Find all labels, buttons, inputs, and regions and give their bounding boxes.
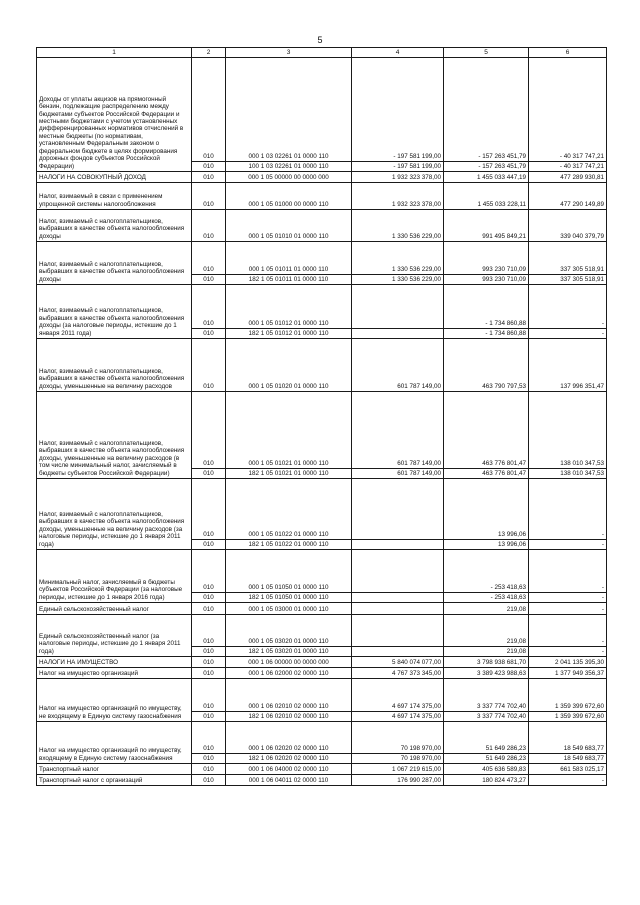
- row-code-cell: 010: [192, 657, 226, 668]
- row-code-cell: 010: [192, 469, 226, 479]
- row-code-cell: 010: [192, 647, 226, 657]
- table-row: [37, 242, 607, 275]
- row-code-cell: 010: [192, 722, 226, 754]
- row-remaining-cell: 661 583 025,17: [529, 764, 607, 775]
- row-kbk-cell: 182 1 05 01050 01 0000 110: [226, 593, 352, 603]
- row-kbk-cell: 182 1 05 01022 01 0000 110: [226, 540, 352, 550]
- row-executed-cell: - 157 263 451,79: [444, 162, 529, 172]
- row-executed-cell: - 253 418,63: [444, 550, 529, 593]
- row-kbk-cell: 182 1 05 01021 01 0000 110: [226, 469, 352, 479]
- row-name-cell: Единый сельскохозяйственный налог (за налоговые периоды, истекшие до 1 января 2011 года): [37, 615, 192, 657]
- table-row: [37, 210, 607, 242]
- row-kbk-cell: 000 1 05 01021 01 0000 110: [226, 392, 352, 469]
- table-row: [37, 764, 607, 775]
- row-kbk-cell: 182 1 06 02010 02 0000 110: [226, 712, 352, 722]
- row-remaining-cell: -: [529, 775, 607, 786]
- row-plan-cell: [352, 603, 444, 615]
- row-plan-cell: 1 067 219 615,00: [352, 764, 444, 775]
- row-code-cell: 010: [192, 540, 226, 550]
- table-row: [37, 775, 607, 786]
- row-remaining-cell: -: [529, 540, 607, 550]
- row-plan-cell: 1 932 323 378,00: [352, 172, 444, 183]
- row-name-cell: Единый сельскохозяйственный налог: [37, 603, 192, 615]
- row-name-cell: Налог на имущество организаций по имуществу, входящему в Единую систему газоснабжения: [37, 722, 192, 764]
- row-remaining-cell: 1 359 399 672,60: [529, 712, 607, 722]
- row-remaining-cell: 138 010 347,53: [529, 469, 607, 479]
- row-plan-cell: 1 330 536 229,00: [352, 210, 444, 242]
- row-remaining-cell: -: [529, 329, 607, 339]
- column-header: 4: [352, 48, 444, 58]
- row-code-cell: 010: [192, 210, 226, 242]
- row-name-cell: Минимальный налог, зачисляемый в бюджеты субъектов Российской Федерации (за налоговые периоды, истекшие до 1 января 2016 года): [37, 550, 192, 603]
- row-plan-cell: 601 787 149,00: [352, 469, 444, 479]
- row-code-cell: 010: [192, 275, 226, 285]
- row-executed-cell: 3 798 938 681,70: [444, 657, 529, 668]
- table-row: [37, 615, 607, 647]
- row-executed-cell: - 1 734 860,88: [444, 329, 529, 339]
- row-code-cell: 010: [192, 550, 226, 593]
- row-code-cell: 010: [192, 764, 226, 775]
- row-remaining-cell: 477 289 930,81: [529, 172, 607, 183]
- row-code-cell: 010: [192, 183, 226, 210]
- row-plan-cell: 5 840 074 077,00: [352, 657, 444, 668]
- row-executed-cell: 3 337 774 702,40: [444, 679, 529, 712]
- row-name-cell: Налог, взимаемый с налогоплательщиков, выбравших в качестве объекта налогообложения доходы: [37, 242, 192, 285]
- row-executed-cell: 463 776 801,47: [444, 392, 529, 469]
- row-kbk-cell: 000 1 05 03000 01 0000 110: [226, 603, 352, 615]
- column-header: 5: [444, 48, 529, 58]
- column-header: 3: [226, 48, 352, 58]
- row-kbk-cell: 182 1 05 03020 01 0000 110: [226, 647, 352, 657]
- row-kbk-cell: 182 1 06 02020 02 0000 110: [226, 754, 352, 764]
- row-kbk-cell: 000 1 06 00000 00 0000 000: [226, 657, 352, 668]
- row-code-cell: 010: [192, 712, 226, 722]
- row-executed-cell: - 253 418,63: [444, 593, 529, 603]
- row-plan-cell: [352, 550, 444, 593]
- row-name-cell: Налог, взимаемый с налогоплательщиков, выбравших в качестве объекта налогообложения доходы (за налоговые периоды, истекшие до 1 января 2011 года): [37, 285, 192, 339]
- row-plan-cell: [352, 479, 444, 540]
- row-remaining-cell: -: [529, 285, 607, 329]
- row-kbk-cell: 000 1 06 02010 02 0000 110: [226, 679, 352, 712]
- row-plan-cell: [352, 615, 444, 647]
- row-plan-cell: [352, 647, 444, 657]
- row-name-cell: Транспортный налог с организаций: [37, 775, 192, 786]
- row-executed-cell: 219,08: [444, 615, 529, 647]
- row-kbk-cell: 000 1 06 02020 02 0000 110: [226, 722, 352, 754]
- row-executed-cell: 993 230 710,09: [444, 275, 529, 285]
- row-kbk-cell: 000 1 05 03020 01 0000 110: [226, 615, 352, 647]
- row-remaining-cell: 18 549 683,77: [529, 754, 607, 764]
- row-remaining-cell: 337 305 518,91: [529, 275, 607, 285]
- row-remaining-cell: 1 377 949 356,37: [529, 668, 607, 679]
- row-code-cell: 010: [192, 668, 226, 679]
- row-plan-cell: 1 932 323 378,00: [352, 183, 444, 210]
- table-row: [37, 550, 607, 593]
- table-row: [37, 172, 607, 183]
- row-plan-cell: [352, 593, 444, 603]
- row-remaining-cell: -: [529, 479, 607, 540]
- row-executed-cell: 13 996,06: [444, 479, 529, 540]
- row-code-cell: 010: [192, 754, 226, 764]
- row-plan-cell: 1 330 536 229,00: [352, 242, 444, 275]
- row-kbk-cell: 000 1 05 01012 01 0000 110: [226, 285, 352, 329]
- row-code-cell: 010: [192, 615, 226, 647]
- row-code-cell: 010: [192, 679, 226, 712]
- row-kbk-cell: 182 1 05 01012 01 0000 110: [226, 329, 352, 339]
- income-report-table: [36, 47, 607, 786]
- row-executed-cell: 3 337 774 702,40: [444, 712, 529, 722]
- row-kbk-cell: 000 1 05 01022 01 0000 110: [226, 479, 352, 540]
- row-code-cell: 010: [192, 603, 226, 615]
- row-plan-cell: [352, 285, 444, 329]
- row-plan-cell: 1 330 536 229,00: [352, 275, 444, 285]
- row-kbk-cell: 000 1 06 04000 02 0000 110: [226, 764, 352, 775]
- row-plan-cell: 601 787 149,00: [352, 339, 444, 392]
- row-executed-cell: 993 230 710,09: [444, 242, 529, 275]
- row-remaining-cell: -: [529, 603, 607, 615]
- row-executed-cell: 219,08: [444, 647, 529, 657]
- row-remaining-cell: - 40 317 747,21: [529, 58, 607, 162]
- row-executed-cell: 3 389 423 988,63: [444, 668, 529, 679]
- row-name-cell: Налог, взимаемый с налогоплательщиков, выбравших в качестве объекта налогообложения доходы: [37, 210, 192, 242]
- row-plan-cell: 70 198 970,00: [352, 722, 444, 754]
- row-name-cell: НАЛОГИ НА СОВОКУПНЫЙ ДОХОД: [37, 172, 192, 183]
- row-executed-cell: 1 455 033 447,19: [444, 172, 529, 183]
- row-name-cell: Налог на имущество организаций по имуществу, не входящему в Единую систему газоснабжения: [37, 679, 192, 722]
- row-executed-cell: 51 649 286,23: [444, 754, 529, 764]
- row-kbk-cell: 000 1 06 04011 02 0000 110: [226, 775, 352, 786]
- row-kbk-cell: 000 1 05 01050 01 0000 110: [226, 550, 352, 593]
- row-code-cell: 010: [192, 775, 226, 786]
- row-plan-cell: 4 697 174 375,00: [352, 712, 444, 722]
- row-plan-cell: 4 697 174 375,00: [352, 679, 444, 712]
- row-plan-cell: [352, 329, 444, 339]
- row-remaining-cell: 339 040 379,79: [529, 210, 607, 242]
- row-code-cell: 010: [192, 242, 226, 275]
- row-executed-cell: 51 649 286,23: [444, 722, 529, 754]
- row-remaining-cell: -: [529, 647, 607, 657]
- row-remaining-cell: -: [529, 550, 607, 593]
- row-name-cell: Транспортный налог: [37, 764, 192, 775]
- column-header: 2: [192, 48, 226, 58]
- row-code-cell: 010: [192, 285, 226, 329]
- row-kbk-cell: 000 1 05 01010 01 0000 110: [226, 210, 352, 242]
- row-kbk-cell: 100 1 03 02261 01 0000 110: [226, 162, 352, 172]
- row-executed-cell: 991 495 849,21: [444, 210, 529, 242]
- row-executed-cell: 1 455 033 228,11: [444, 183, 529, 210]
- row-plan-cell: [352, 540, 444, 550]
- row-code-cell: 010: [192, 479, 226, 540]
- row-remaining-cell: -: [529, 593, 607, 603]
- row-executed-cell: - 1 734 860,88: [444, 285, 529, 329]
- row-name-cell: Налог, взимаемый с налогоплательщиков, выбравших в качестве объекта налогообложения доходы, уменьшенные на величину расходов (за налоговые периоды, истекшие до 1 января 2011 года): [37, 479, 192, 550]
- row-executed-cell: 13 996,06: [444, 540, 529, 550]
- table-row: [37, 668, 607, 679]
- row-code-cell: 010: [192, 172, 226, 183]
- table-row: [37, 392, 607, 469]
- row-kbk-cell: 000 1 05 01011 01 0000 110: [226, 242, 352, 275]
- row-executed-cell: 219,08: [444, 603, 529, 615]
- row-name-cell: Налог на имущество организаций: [37, 668, 192, 679]
- row-remaining-cell: -: [529, 615, 607, 647]
- page-number: 5: [317, 35, 323, 45]
- table-row: [37, 58, 607, 162]
- table-row: [37, 339, 607, 392]
- row-plan-cell: 176 990 287,00: [352, 775, 444, 786]
- row-code-cell: 010: [192, 58, 226, 162]
- row-remaining-cell: 137 996 351,47: [529, 339, 607, 392]
- column-header: 1: [37, 48, 192, 58]
- row-name-cell: Налог, взимаемый в связи с применением упрощенной системы налогообложения: [37, 183, 192, 210]
- row-remaining-cell: 2 041 135 395,30: [529, 657, 607, 668]
- table-row: [37, 183, 607, 210]
- row-name-cell: Налог, взимаемый с налогоплательщиков, выбравших в качестве объекта налогообложения доходы, уменьшенные на величину расходов: [37, 339, 192, 392]
- row-code-cell: 010: [192, 392, 226, 469]
- row-remaining-cell: 477 290 149,89: [529, 183, 607, 210]
- row-plan-cell: - 197 581 199,00: [352, 58, 444, 162]
- row-kbk-cell: 000 1 05 00000 00 0000 000: [226, 172, 352, 183]
- row-plan-cell: 4 767 373 345,00: [352, 668, 444, 679]
- row-executed-cell: 463 776 801,47: [444, 469, 529, 479]
- row-name-cell: НАЛОГИ НА ИМУЩЕСТВО: [37, 657, 192, 668]
- row-code-cell: 010: [192, 339, 226, 392]
- row-plan-cell: 601 787 149,00: [352, 392, 444, 469]
- row-name-cell: Налог, взимаемый с налогоплательщиков, выбравших в качестве объекта налогообложения доходы, уменьшенные на величину расходов (в том числе минимальный налог, зачисляемый в бюджеты субъектов Российской Федерации): [37, 392, 192, 479]
- row-code-cell: 010: [192, 329, 226, 339]
- row-executed-cell: 405 636 589,83: [444, 764, 529, 775]
- row-remaining-cell: 337 305 518,91: [529, 242, 607, 275]
- row-name-cell: Доходы от уплаты акцизов на прямогонный бензин, подлежащие распределению между бюджетами субъектов Российской Федерации и местными бюджетами с учетом установленных дифференцированных нормативов отчислений в местные бюджеты (по нормативам, установленным Федеральным законом о федеральном бюджете в целях формирования дорожных фондов субъектов Российской Федерации): [37, 58, 192, 172]
- row-executed-cell: 463 790 797,53: [444, 339, 529, 392]
- row-remaining-cell: - 40 317 747,21: [529, 162, 607, 172]
- row-plan-cell: - 197 581 199,00: [352, 162, 444, 172]
- row-kbk-cell: 000 1 05 01020 01 0000 110: [226, 339, 352, 392]
- row-kbk-cell: 000 1 03 02261 01 0000 110: [226, 58, 352, 162]
- row-code-cell: 010: [192, 162, 226, 172]
- row-kbk-cell: 000 1 06 02000 02 0000 110: [226, 668, 352, 679]
- table-row: [37, 479, 607, 540]
- row-remaining-cell: 18 549 683,77: [529, 722, 607, 754]
- row-executed-cell: 180 824 473,27: [444, 775, 529, 786]
- row-remaining-cell: 138 010 347,53: [529, 392, 607, 469]
- column-header: 6: [529, 48, 607, 58]
- column-header-row: [37, 48, 607, 58]
- row-kbk-cell: 182 1 05 01011 01 0000 110: [226, 275, 352, 285]
- row-executed-cell: - 157 263 451,79: [444, 58, 529, 162]
- row-remaining-cell: 1 359 399 672,60: [529, 679, 607, 712]
- row-kbk-cell: 000 1 05 01000 00 0000 110: [226, 183, 352, 210]
- row-code-cell: 010: [192, 593, 226, 603]
- row-plan-cell: 70 198 970,00: [352, 754, 444, 764]
- table-row: [37, 603, 607, 615]
- table-row: [37, 285, 607, 329]
- table-row: [37, 722, 607, 754]
- table-row: [37, 657, 607, 668]
- table-row: [37, 679, 607, 712]
